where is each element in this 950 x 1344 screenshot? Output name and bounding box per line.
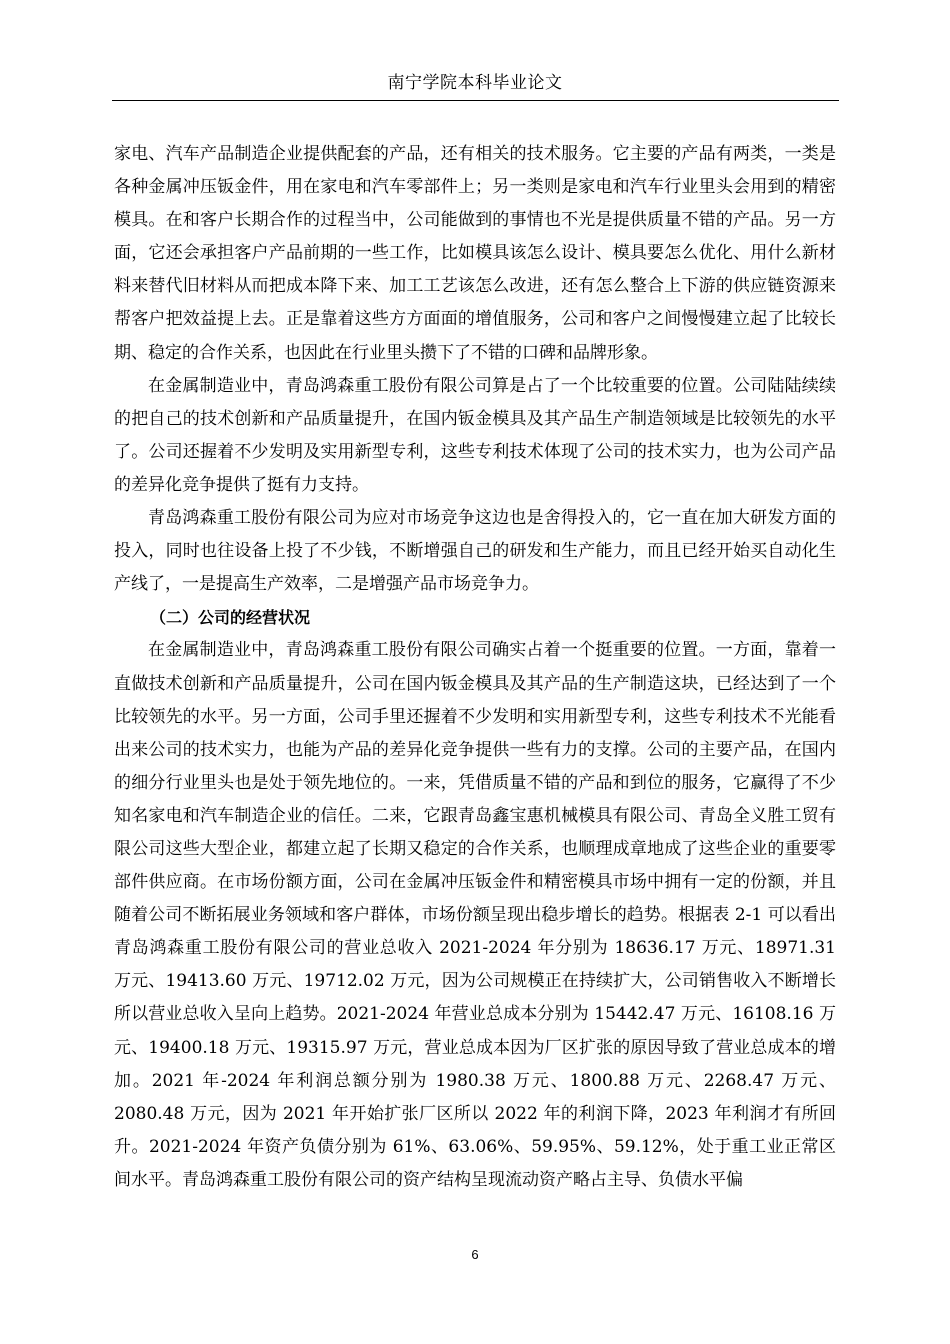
paragraph-4: 在金属制造业中，青岛鸿森重工股份有限公司确实占着一个挺重要的位置。一方面，靠着一直做技术创新和产品质量提升，公司在国内钣金模具及其产品的生产制造这块，已经达到了一个比较领先的水平。另一方面，公司手里还握着不少发明和实用新型专利，这些专利技术不光能看出来公司的技术实力，也能为产品的差异化竞争提供一些有力的支撑。公司的主要产品，在国内的细分行业里头也是处于领先地位的。一来，凭借质量不错的产品和到位的服务，它赢得了不少知名家电和汽车制造企业的信任。二来，它跟青岛鑫宝惠机械模具有限公司、青岛全义胜工贸有限公司这些大型企业，都建立起了长期又稳定的合作关系，也顺理成章地成了这些企业的重要零部件供应商。在市场份额方面，公司在金属冲压钣金件和精密模具市场中拥有一定的份额，并且随着公司不断拓展业务领域和客户群体，市场份额呈现出稳步增长的趋势。根据表 2-1 可以看出青岛鸿森重工股份有限公司的营业总收入 2021-2024 年分别为 18636.17 万元、18971.31 万元、19413.60 万元、19712.02 万元，因为公司规模正在持续扩大，公司销售收入不断增长所以营业总收入呈向上趋势。2021-2024 年营业总成本分别为 15442.47 万元、16108.16 万元、19400.18 万元、19315.97 万元，营业总成本因为厂区扩张的原因导致了营业总成本的增加。2021 年-2024 年利润总额分别为 1980.38 万元、1800.88 万元、2268.47 万元、2080.48 万元，因为 2021 年开始扩张厂区所以 2022 年的利润下降，2023 年利润才有所回升。2021-2024 年资产负债分别为 61%、63.06%、59.95%、59.12%，处于重工业正常区间水平。青岛鸿森重工股份有限公司的资产结构呈现流动资产略占主导、负债水平偏: [114, 640, 836, 1190]
document-body: [114, 138, 836, 1197]
section-heading: （二）公司的经营状况: [150, 608, 311, 628]
page-number: 6: [471, 1247, 479, 1262]
paragraph-3: 青岛鸿森重工股份有限公司为应对市场竞争这边也是舍得投入的，它一直在加大研发方面的投入，同时也往设备上投了不少钱，不断增强自己的研发和生产能力，而且已经开始买自动化生产线了，一是提高生产效率，二是增强产品市场竞争力。: [114, 508, 836, 595]
paragraph-1: 家电、汽车产品制造企业提供配套的产品，还有相关的技术服务。它主要的产品有两类，一类是各种金属冲压钣金件，用在家电和汽车零部件上；另一类则是家电和汽车行业里头会用到的精密模具。在和客户长期合作的过程当中，公司能做到的事情也不光是提供质量不错的产品。另一方面，它还会承担客户产品前期的一些工作，比如模具该怎么设计、模具要怎么优化、用什么新材料来替代旧材料从而把成本降下来、加工工艺该怎么改进，还有怎么整合上下游的供应链资源来帮客户把效益提上去。正是靠着这些方方面面的增值服务，公司和客户之间慢慢建立起了比较长期、稳定的合作关系，也因此在行业里头攒下了不错的口碑和品牌形象。: [114, 144, 836, 363]
paragraph-2: 在金属制造业中，青岛鸿森重工股份有限公司算是占了一个比较重要的位置。公司陆陆续续的把自己的技术创新和产品质量提升，在国内钣金模具及其产品生产制造领域是比较领先的水平了。公司还握着不少发明及实用新型专利，这些专利技术体现了公司的技术实力，也为公司产品的差异化竞争提供了挺有力支持。: [114, 375, 836, 495]
page-header-title: 南宁学院本科毕业论文: [387, 73, 563, 93]
header-divider: [112, 100, 839, 101]
